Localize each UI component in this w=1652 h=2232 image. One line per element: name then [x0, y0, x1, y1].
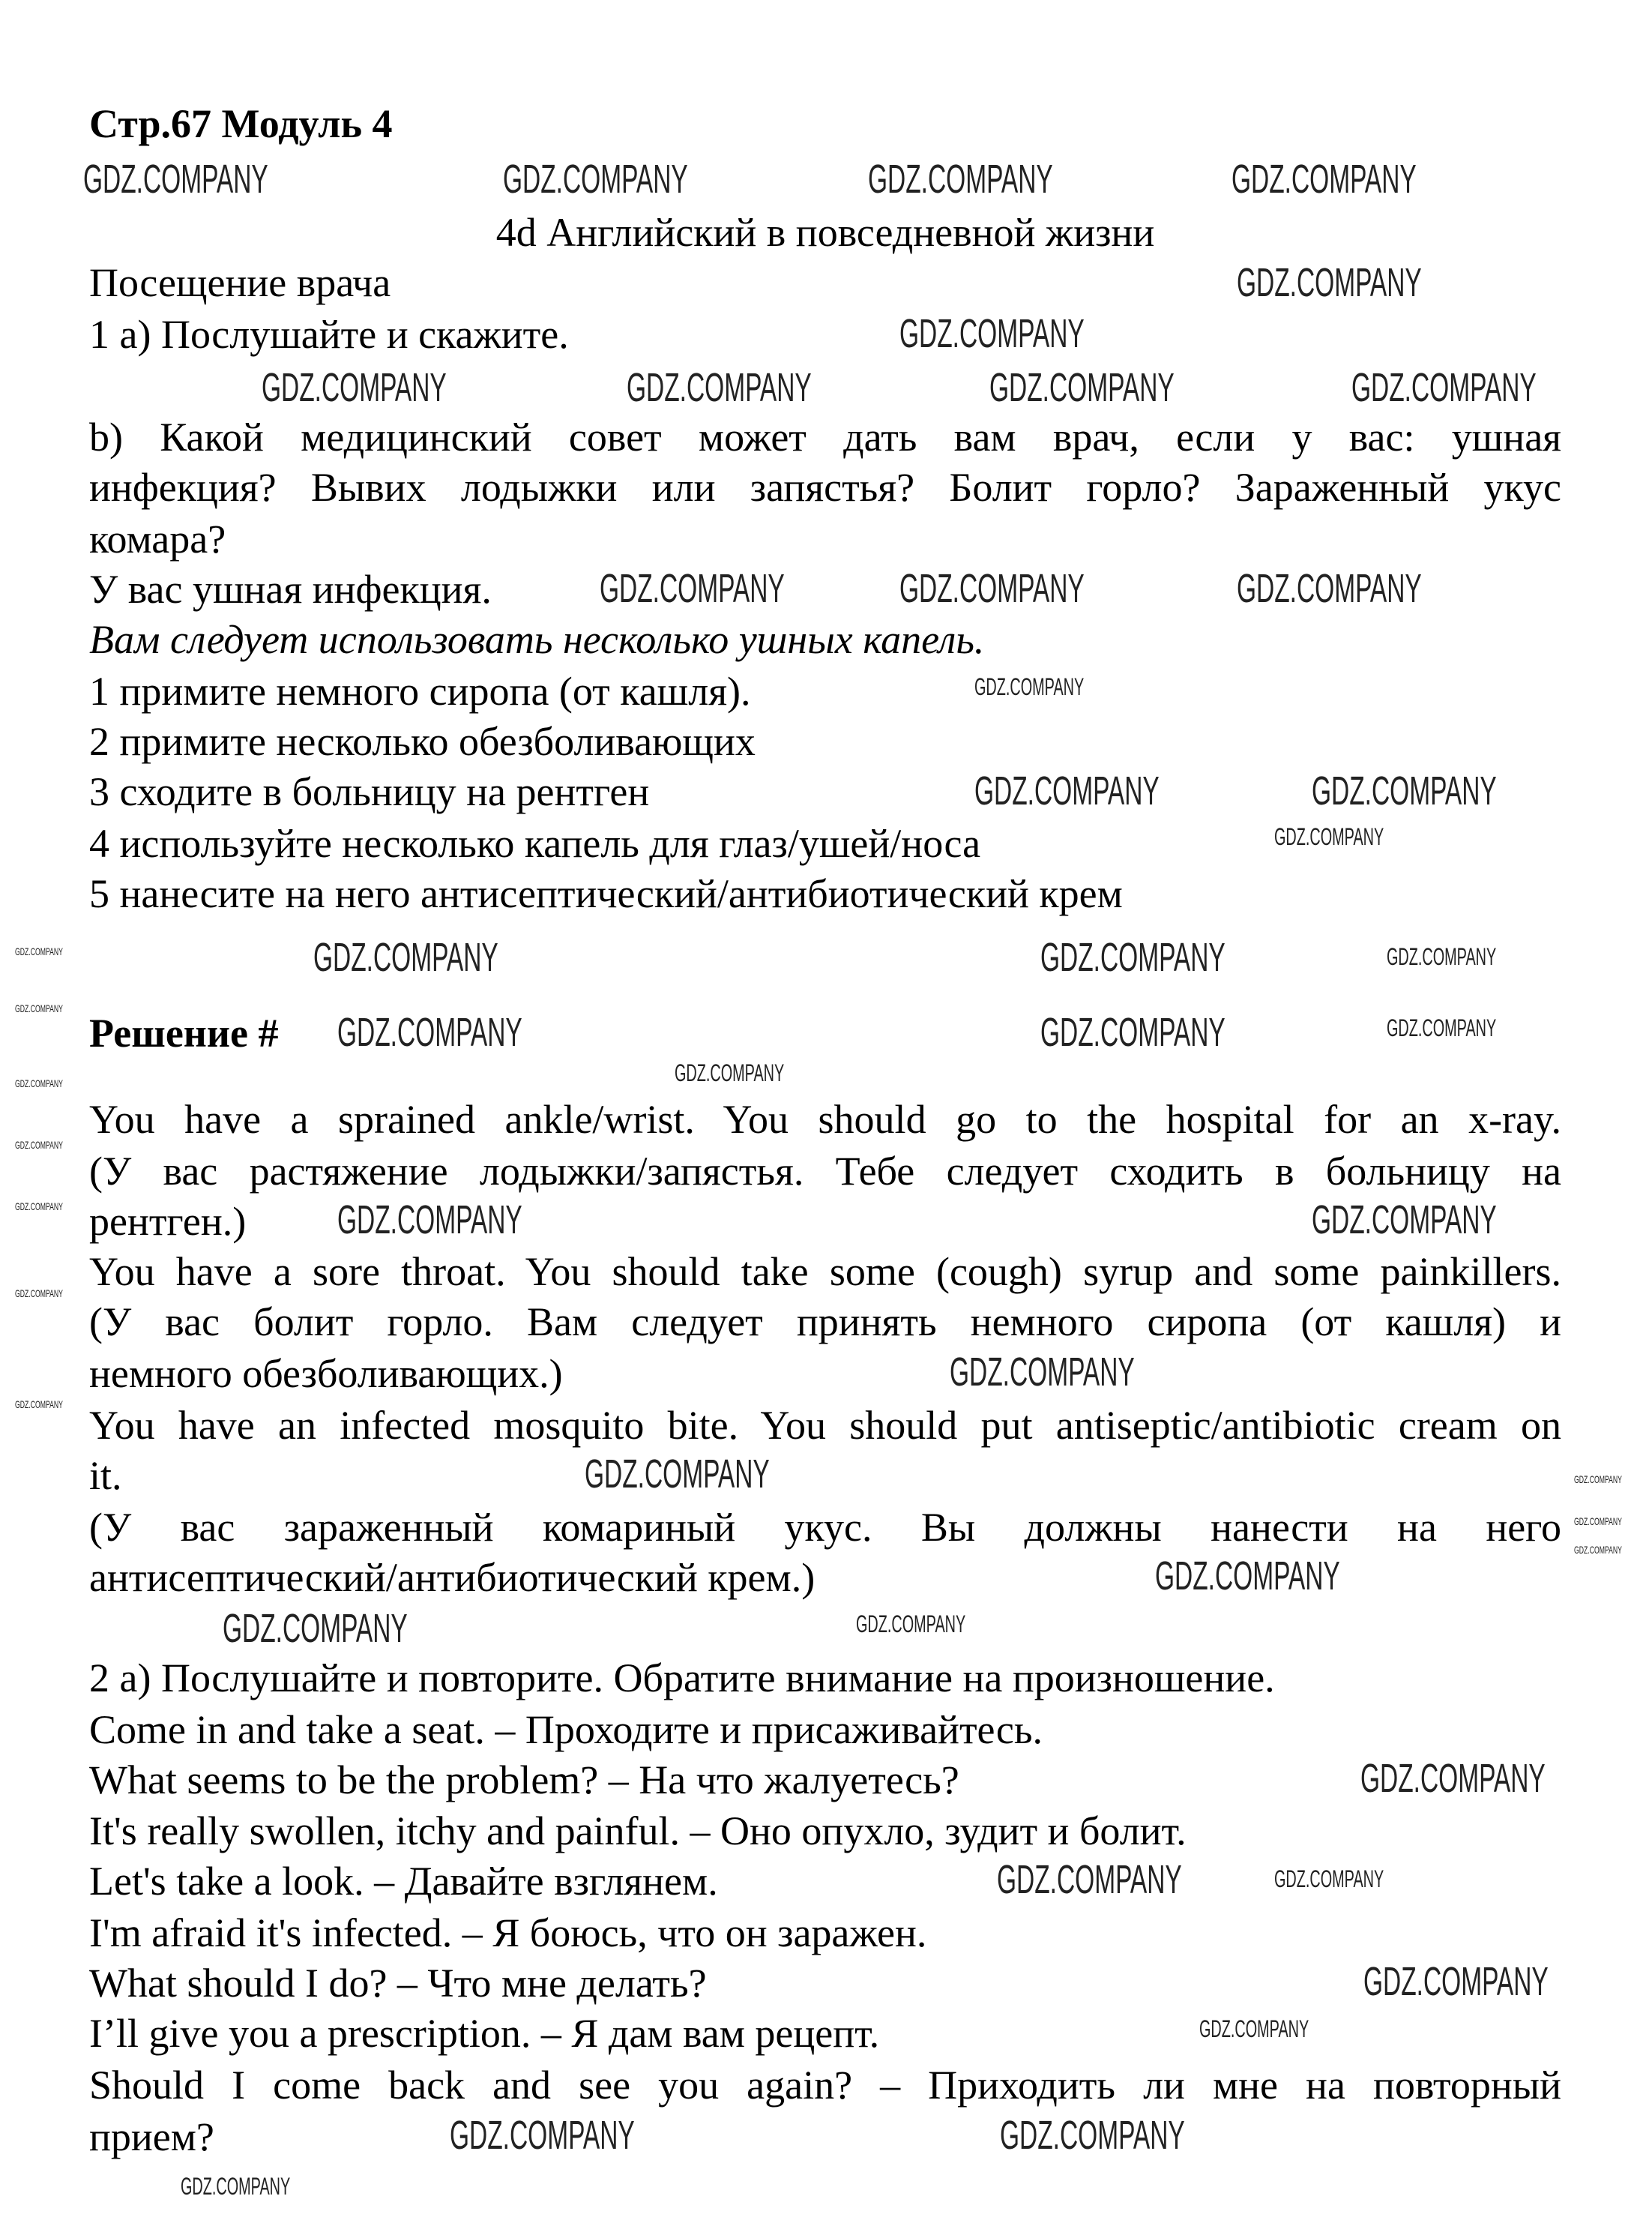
watermark: GDZ.COMPANY: [1574, 1473, 1622, 1485]
watermark: GDZ.COMPANY: [585, 1452, 770, 1496]
watermark: GDZ.COMPANY: [1351, 365, 1537, 410]
watermark: GDZ.COMPANY: [1237, 566, 1422, 611]
watermark: GDZ.COMPANY: [450, 2113, 635, 2158]
section-title: 4d Английский в повседневной жизни: [495, 210, 1155, 255]
page-header: Стр.67 Модуль 4: [89, 101, 393, 146]
solution-line: (У вас растяжение лодыжки/запястья. Тебе следует сходить в больницу на: [89, 1149, 1561, 1194]
phrase-line: Should I come back and see you again? – Приходить ли мне на повторный: [89, 2063, 1561, 2108]
solution-line: немного обезболивающих.): [89, 1351, 563, 1396]
solution-line: (У вас болит горло. Вам следует принять немного сиропа (от кашля) и: [89, 1299, 1561, 1344]
watermark: GDZ.COMPANY: [15, 1139, 63, 1151]
watermark: GDZ.COMPANY: [675, 1059, 785, 1086]
solution-heading: Решение #: [89, 1011, 279, 1056]
solution-line: it.: [89, 1453, 122, 1498]
watermark: GDZ.COMPANY: [337, 1197, 522, 1242]
example-problem: У вас ушная инфекция.: [89, 567, 492, 612]
watermark: GDZ.COMPANY: [989, 365, 1175, 410]
phrase-line: What seems to be the problem? – На что жалуетесь?: [89, 1757, 959, 1802]
watermark: GDZ.COMPANY: [337, 1010, 522, 1055]
watermark: GDZ.COMPANY: [1237, 260, 1422, 305]
watermark: GDZ.COMPANY: [856, 1610, 966, 1637]
watermark: GDZ.COMPANY: [1312, 1197, 1497, 1242]
watermark: GDZ.COMPANY: [974, 768, 1160, 813]
watermark: GDZ.COMPANY: [15, 945, 63, 957]
watermark: GDZ.COMPANY: [868, 157, 1053, 202]
task-1b-line: b) Какой медицинский совет может дать вам врач, если у вас: ушная: [89, 415, 1561, 460]
example-advice: Вам следует использовать несколько ушных капель.: [89, 617, 985, 662]
option-item: 1 примите немного сиропа (от кашля).: [89, 669, 751, 714]
watermark: GDZ.COMPANY: [83, 157, 268, 202]
watermark: GDZ.COMPANY: [1000, 2113, 1185, 2158]
task-2a: 2 a) Послушайте и повторите. Обратите внимание на произношение.: [89, 1655, 1275, 1700]
task-1b-line: инфекция? Вывих лодыжки или запястья? Болит горло? Зараженный укус: [89, 465, 1561, 510]
watermark: GDZ.COMPANY: [181, 2173, 291, 2200]
watermark: GDZ.COMPANY: [1232, 157, 1417, 202]
option-item: 5 нанесите на него антисептический/антибиотический крем: [89, 871, 1123, 916]
watermark: GDZ.COMPANY: [1040, 935, 1226, 980]
watermark: GDZ.COMPANY: [1274, 823, 1384, 850]
watermark: GDZ.COMPANY: [1274, 1865, 1384, 1892]
watermark: GDZ.COMPANY: [974, 673, 1085, 700]
watermark: GDZ.COMPANY: [899, 311, 1085, 356]
phrase-line: I’ll give you a prescription. – Я дам вам рецепт.: [89, 2011, 880, 2056]
watermark: GDZ.COMPANY: [1387, 1014, 1497, 1041]
watermark: GDZ.COMPANY: [1155, 1553, 1340, 1598]
watermark: GDZ.COMPANY: [1363, 1959, 1549, 2004]
watermark: GDZ.COMPANY: [600, 566, 785, 611]
watermark: GDZ.COMPANY: [15, 1398, 63, 1410]
watermark: GDZ.COMPANY: [899, 566, 1085, 611]
subtitle: Посещение врача: [89, 260, 391, 305]
option-item: 4 используйте несколько капель для глаз/ушей/носа: [89, 821, 981, 866]
watermark: GDZ.COMPANY: [313, 935, 498, 980]
solution-line: антисептический/антибиотический крем.): [89, 1555, 816, 1600]
task-1b-line: комара?: [89, 517, 226, 562]
solution-line: (У вас зараженный комариный укус. Вы должны нанести на него: [89, 1505, 1561, 1550]
watermark: GDZ.COMPANY: [1040, 1010, 1226, 1055]
phrase-line: Come in and take a seat. – Проходите и присаживайтесь.: [89, 1707, 1043, 1752]
phrase-line: What should I do? – Что мне делать?: [89, 1961, 707, 2006]
watermark: GDZ.COMPANY: [1574, 1515, 1622, 1527]
watermark: GDZ.COMPANY: [950, 1350, 1135, 1395]
watermark: GDZ.COMPANY: [15, 1200, 63, 1212]
watermark: GDZ.COMPANY: [1387, 943, 1497, 970]
phrase-line: I'm afraid it's infected. – Я боюсь, что он заражен.: [89, 1910, 927, 1955]
watermark: GDZ.COMPANY: [1574, 1544, 1622, 1556]
option-item: 2 примите несколько обезболивающих: [89, 719, 756, 764]
watermark: GDZ.COMPANY: [1312, 768, 1497, 813]
watermark: GDZ.COMPANY: [1360, 1756, 1546, 1801]
watermark: GDZ.COMPANY: [15, 1287, 63, 1299]
watermark: GDZ.COMPANY: [262, 365, 447, 410]
phrase-line: прием?: [89, 2114, 214, 2159]
watermark: GDZ.COMPANY: [997, 1857, 1182, 1902]
watermark: GDZ.COMPANY: [1199, 2015, 1309, 2042]
option-item: 3 сходите в больницу на рентген: [89, 769, 650, 814]
watermark: GDZ.COMPANY: [223, 1606, 408, 1651]
task-1a: 1 a) Послушайте и скажите.: [89, 312, 569, 357]
solution-line: You have a sprained ankle/wrist. You should go to the hospital for an x-ray.: [89, 1097, 1561, 1142]
solution-line: You have a sore throat. You should take some (cough) syrup and some painkillers.: [89, 1249, 1561, 1294]
watermark: GDZ.COMPANY: [503, 157, 688, 202]
phrase-line: It's really swollen, itchy and painful. – Оно опухло, зудит и болит.: [89, 1808, 1187, 1853]
solution-line: рентген.): [89, 1199, 247, 1244]
solution-line: You have an infected mosquito bite. You should put antiseptic/antibiotic cream on: [89, 1403, 1561, 1448]
watermark: GDZ.COMPANY: [15, 1002, 63, 1014]
watermark: GDZ.COMPANY: [627, 365, 812, 410]
phrase-line: Let's take a look. – Давайте взглянем.: [89, 1859, 718, 1904]
watermark: GDZ.COMPANY: [15, 1077, 63, 1089]
